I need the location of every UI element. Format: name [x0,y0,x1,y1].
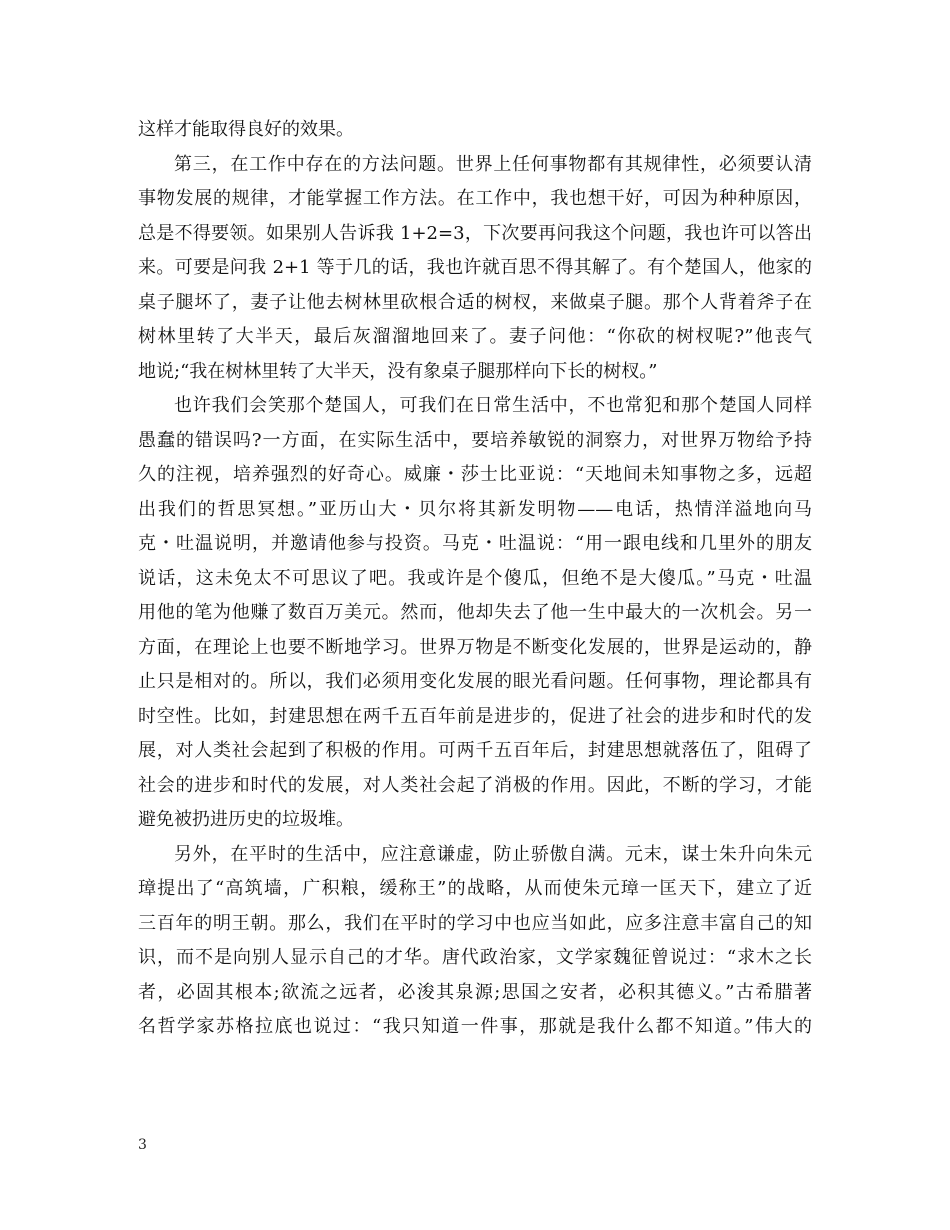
text-line: 树林里转了大半天，最后灰溜溜地回来了。妻子问他：“你砍的树杈呢?”他丧气 [138,326,812,347]
text-line: 方面，在理论上也要不断地学习。世界万物是不断变化发展的，世界是运动的，静 [138,636,812,658]
text-line: 者，必固其根本;欲流之远者，必浚其泉源;思国之安者，必积其德义。”古希腊著 [138,981,812,1003]
text-line: 总是不得要领。如果别人告诉我 1+2=3，下次要再问我这个问题，我也许可以答出 [138,222,812,244]
text-line: 事物发展的规律，才能掌握工作方法。在工作中，我也想干好，可因为种种原因， [138,188,812,209]
text-line: 止只是相对的。所以，我们必须用变化发展的眼光看问题。任何事物，理论都具有 [138,671,812,692]
text-line: 三百年的明王朝。那么，我们在平时的学习中也应当如此，应多注意丰富自己的知 [138,912,812,934]
text-line: 璋提出了“高筑墙，广积粮，缓称王”的战略，从而使朱元璋一匡天下，建立了近 [138,878,812,899]
text-line: 久的注视，培养强烈的好奇心。威廉・莎士比亚说：“天地间未知事物之多，远超 [138,464,812,485]
text-line: 名哲学家苏格拉底也说过：“我只知道一件事，那就是我什么都不知道。”伟大的 [138,1016,812,1037]
text-line: 来。可要是问我 2+1 等于几的话，我也许就百思不得其解了。有个楚国人，他家的 [138,257,812,278]
text-line: 出我们的哲思冥想。”亚历山大・贝尔将其新发明物——电话，热情洋溢地向马 [138,498,812,520]
text-line: 说话，这未免太不可思议了吧。我或许是个傻瓜，但绝不是大傻瓜。”马克・吐温 [138,567,812,589]
text-line: 地说;“我在树林里转了大半天，没有象桌子腿那样向下长的树杈。” [138,360,658,382]
text-line: 识，而不是向别人显示自己的才华。唐代政治家，文学家魏征曾说过：“求木之长 [138,947,812,968]
text-line: 社会的进步和时代的发展，对人类社会起了消极的作用。因此，不断的学习，才能 [138,774,812,796]
text-line: 展，对人类社会起到了积极的作用。可两千五百年后，封建思想就落伍了，阻碍了 [138,740,812,761]
text-line: 避免被扔进历史的垃圾堆。 [138,809,354,830]
body-text [138,113,812,1045]
text-line: 用他的笔为他赚了数百万美元。然而，他却失去了他一生中最大的一次机会。另一 [138,602,812,623]
text-line: 这样才能取得良好的效果。 [138,119,354,140]
text-line: 第三，在工作中存在的方法问题。世界上任何事物都有其规律性，必须要认清 [174,153,812,175]
text-line: 愚蠢的错误吗?一方面，在实际生活中，要培养敏锐的洞察力，对世界万物给予持 [138,429,812,451]
text-line: 另外，在平时的生活中，应注意谦虚，防止骄傲自满。元末，谋士朱升向朱元 [174,843,812,865]
text-line: 也许我们会笑那个楚国人，可我们在日常生活中，不也常犯和那个楚国人同样 [174,395,812,416]
text-line: 克・吐温说明，并邀请他参与投资。马克・吐温说：“用一跟电线和几里外的朋友 [138,533,812,554]
text-line: 时空性。比如，封建思想在两千五百年前是进步的，促进了社会的进步和时代的发 [138,705,812,727]
page-number: 3 [138,1137,147,1153]
text-line: 桌子腿坏了，妻子让他去树林里砍根合适的树杈，来做桌子腿。那个人背着斧子在 [138,291,812,313]
